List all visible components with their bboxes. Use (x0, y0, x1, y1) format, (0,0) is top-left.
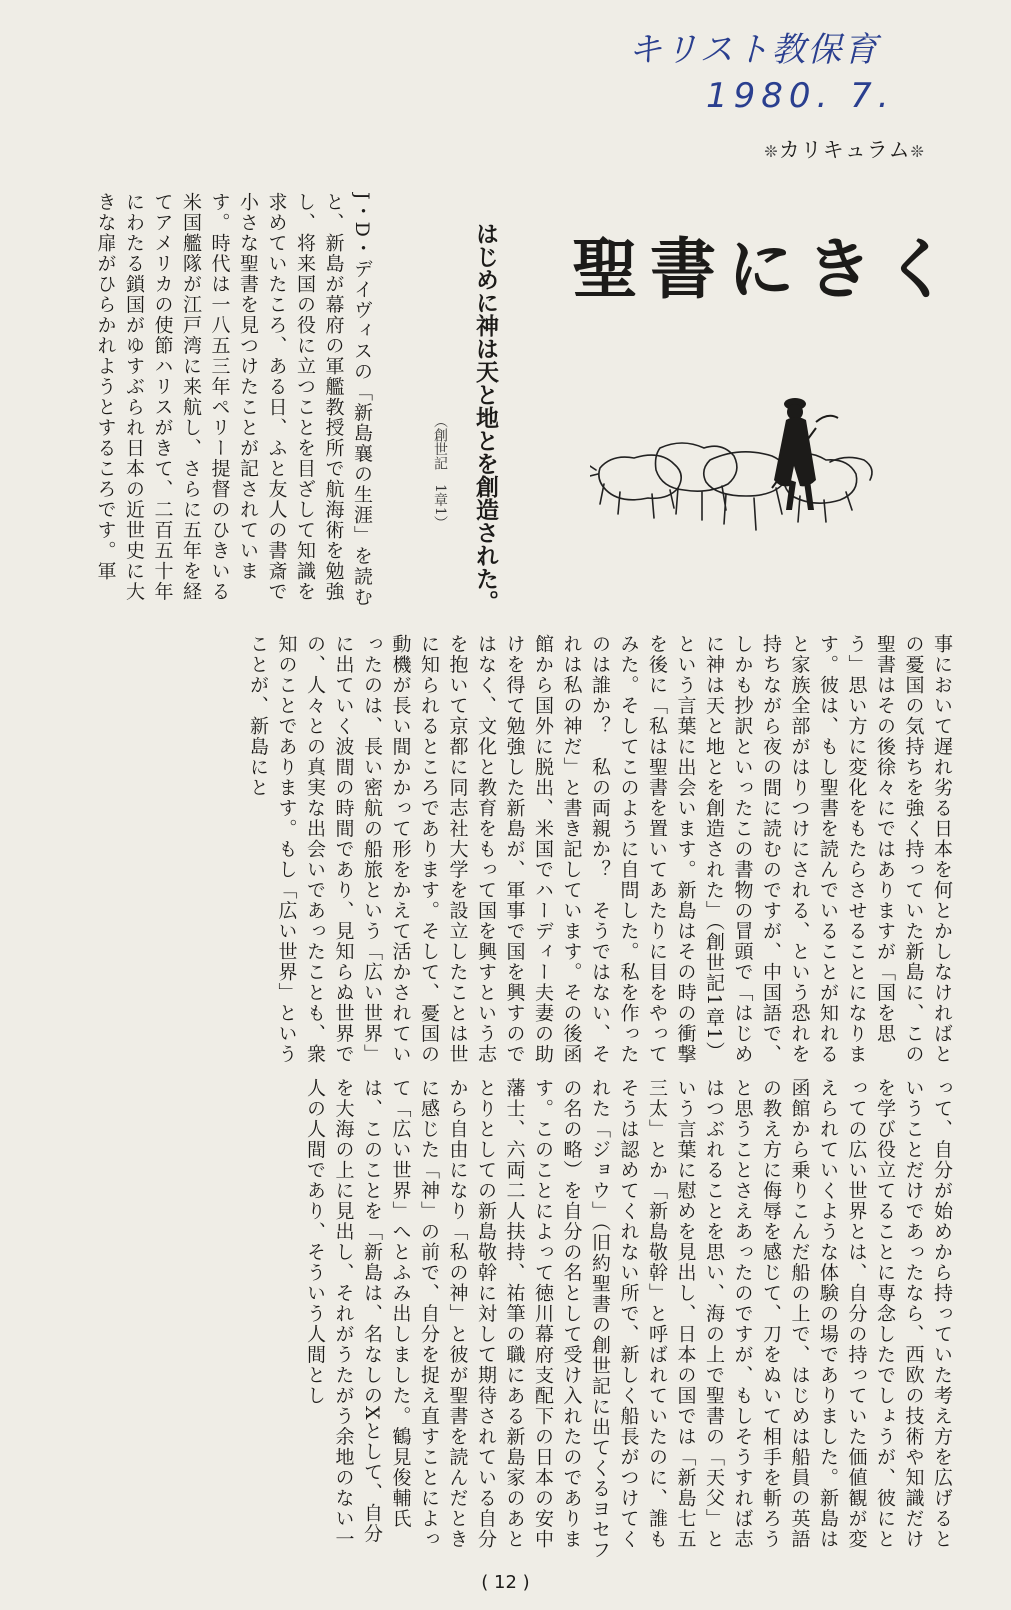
handwritten-note-title: キリスト教保育 (628, 30, 880, 70)
handwritten-note-date: 1980. 7. (706, 76, 895, 116)
ornament-icon: ❊ (910, 142, 925, 161)
section-label-text: カリキュラム (778, 138, 911, 162)
page-number: ( 12 ) (481, 1572, 530, 1593)
shepherd-with-sheep-illustration (590, 388, 880, 558)
body-text-middle: 事において遅れ劣る日本を何とかしなければとの憂国の気持ちを強く持っていた新島に、この聖書はその後徐々にではありますが「国を思う」思い方に変化をもたらさせることになります。彼は、もし聖書を読んでいることが知れると家族全部がはりつけにされる、という恐れを持ちながら夜の間に読むのですが、中国語で、しかも抄訳といったこの書物の冒頭で「はじめに神は天と地とを創造された」（創世記1章1）という言葉に出会います。新島はその時の衝撃を後に「私は聖書を置いてあたりに目をやってみた。そしてこのように自問した。私を作ったのは誰か？ 私の両親か？ そうではない、それは私の神だ」と書き記しています。その後函館から国外に脱出、米国でハーディー夫妻の助けを得て勉強した新島が、軍事で国を興すのではなく、文化と教育をもって国を興すという志を抱いて京都に同志社大学を設立したことは世に知られるところであります。そして、憂国の動機が長い間かかって形をかえて活かされていったのは、長い密航の船旅という「広い世界」に出ていく波間の時間であり、見知らぬ世界での、人々との真実な出会いであったことも、衆知のことであります。もし「広い世界」ということが、新島にと (247, 634, 953, 1065)
ornament-icon: ❊ (764, 142, 779, 161)
body-text-lower: って、自分が始めから持っていた考え方を広げるということだけであったなら、西欧の技術や知識だけを学び役立てることに専念したでしょうが、彼にとっての広い世界とは、自分の持っていた価値観が変えられていくような体験の場でありました。新島は函館から乗りこんだ船の上で、はじめは船員の英語の教え方に侮辱を感じて、刀をぬいて相手を斬ろうと思うことさえあったのですが、もしそうすれば志はつぶれることを思い、海の上で聖書の「天父」という言葉に慰めを見出し、日本の国では「新島七五三太」とか「新島敬幹」と呼ばれていたのに、誰もそうは認めてくれない所で、新しく船長がつけてくれた「ジョウ」（旧約聖書の創世記に出てくるヨセフの名の略）を自分の名として受け入れたのであります。このことによって徳川幕府支配下の日本の安中藩士、六両二人扶持、祐筆の職にある新島家のあととりとしての新島敬幹に対して期待されている自分から自由になり「私の神」と彼が聖書を読んだときに感じた「神」の前で、自分を捉え直すことによって「広い世界」へとふみ出しました。鶴見俊輔氏は、このことを「新島は、名なしのXとして、自分を大海の上に見出し、それがうたがう余地のない一人の人間であり、そういう人間とし (304, 1078, 953, 1561)
article-title: 聖書にきく (572, 230, 962, 308)
body-text-upper-left: J・D・デイヴィスの「新島襄の生涯」を読むと、新島が幕府の軍艦教授所で航海術を勉強し、将来国の役に立つことを目ざして知識を求めていたころ、ある日、ふと友人の書斎で小さな聖書を見つけたことが記されています。時代は一八五三年ペリー提督のひきいる米国艦隊が江戸湾に来航し、さらに五年を経てアメリカの使節ハリスがきて、二百五十年にわたる鎖国がゆすぶられ日本の近世史に大きな扉がひらかれようとするころです。軍 (94, 192, 373, 608)
section-label (764, 134, 925, 164)
verse-heading: はじめに神は天と地とを創造された。 (472, 222, 498, 613)
verse-reference: （創世記 1章1） (432, 414, 448, 530)
